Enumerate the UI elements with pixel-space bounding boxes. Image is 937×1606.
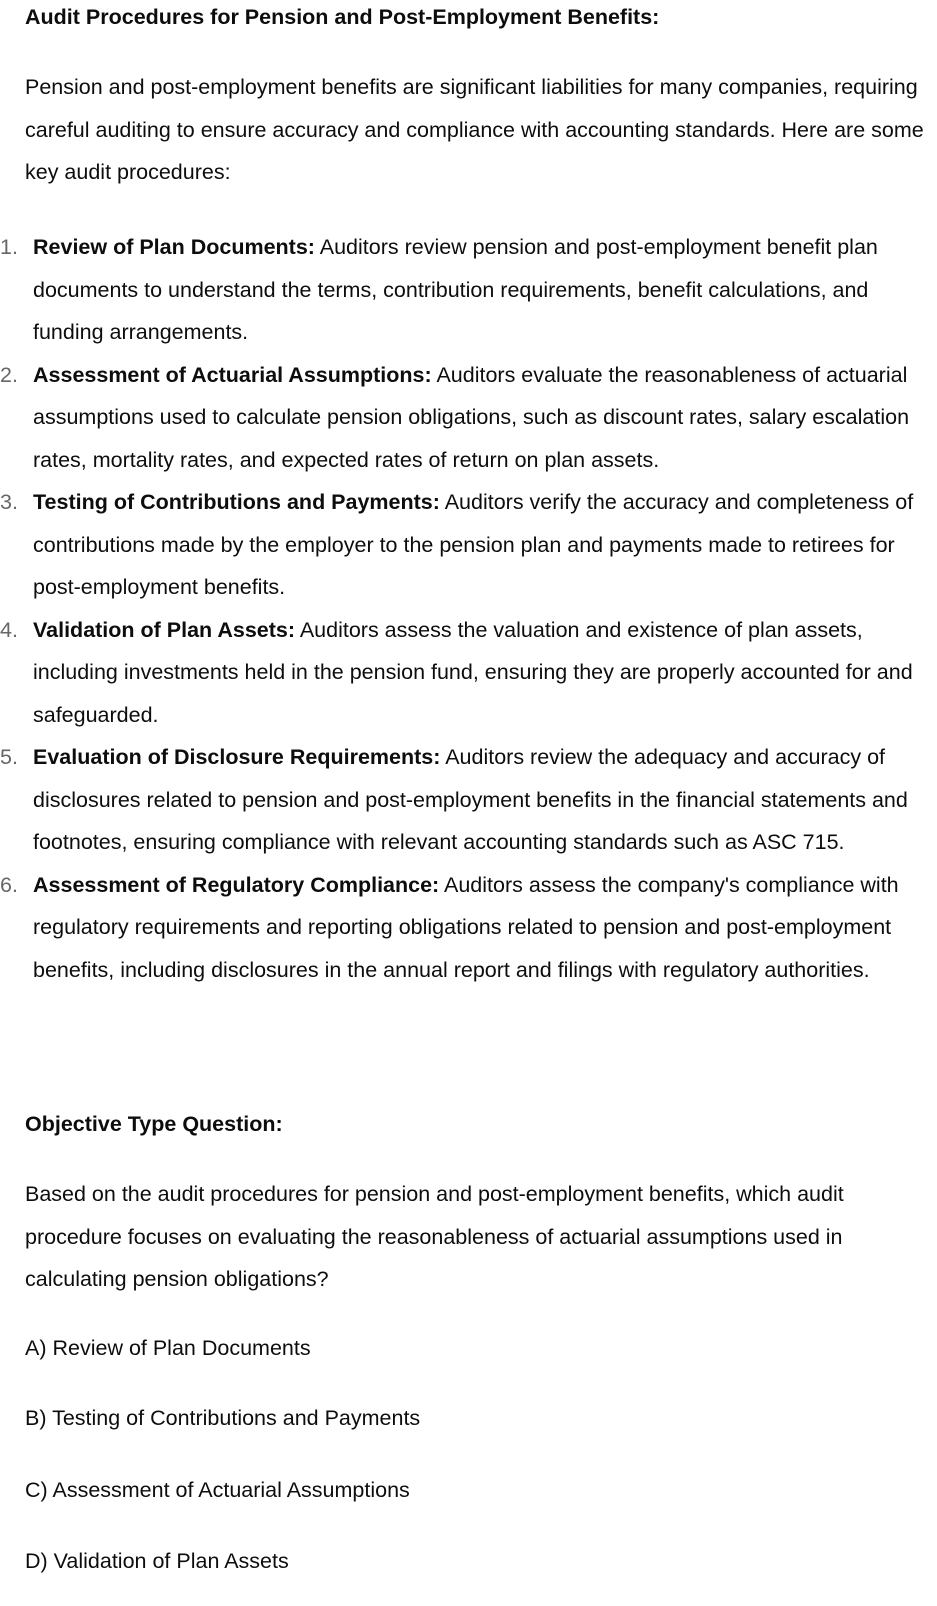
procedure-item (0, 609, 937, 737)
procedure-text: Auditors verify the accuracy and completeness of contributions made by the employer to the pension plan and payments made to retirees for post-employment benefits. (33, 490, 914, 599)
list-number: 1. (0, 235, 18, 259)
procedure-term: Assessment of Actuarial Assumptions: (33, 362, 432, 387)
procedure-term: Review of Plan Documents: (33, 235, 315, 259)
procedure-text: Auditors review pension and post-employment benefit plan documents to understand the terms, contribution requirements, benefit calculations, and funding arrangements. (33, 235, 878, 344)
procedure-item (0, 736, 937, 864)
procedures-list (0, 226, 937, 991)
list-number: 6. (0, 872, 18, 897)
procedure-text: Auditors evaluate the reasonableness of actuarial assumptions used to calculate pension obligations, such as discount rates, salary escalation rates, mortality rates, and expected rates of return on plan assets. (33, 362, 910, 472)
option-a: A) Review of Plan Documents (25, 1336, 311, 1360)
document-heading: Audit Procedures for Pension and Post-Employment Benefits: (25, 5, 660, 29)
procedure-text: Auditors assess the valuation and existence of plan assets, including investments held in the pension fund, ensuring they are properly accounted for and safeguarded. (33, 617, 913, 727)
procedure-text: Auditors assess the company's compliance with regulatory requirements and reporting obligations related to pension and post-employment benefits, including disclosures in the annual report and filings with regulatory authorities. (33, 872, 899, 982)
procedure-term: Testing of Contributions and Payments: (33, 490, 440, 514)
question-heading: Objective Type Question: (25, 1112, 283, 1136)
procedure-term: Evaluation of Disclosure Requirements: (33, 745, 441, 769)
procedure-term: Assessment of Regulatory Compliance: (33, 872, 440, 897)
option-b: B) Testing of Contributions and Payments (25, 1406, 421, 1430)
intro-paragraph: Pension and post-employment benefits are significant liabilities for many companies, requiring careful auditing to ensure accuracy and compliance with accounting standards. Here are some key audit procedures: (25, 75, 924, 184)
list-number: 5. (0, 745, 18, 769)
procedure-item (0, 354, 937, 482)
option-d: D) Validation of Plan Assets (25, 1549, 289, 1573)
question-text: Based on the audit procedures for pension and post-employment benefits, which audit procedure focuses on evaluating the reasonableness of actuarial assumptions used in calculating pension obligations? (25, 1182, 844, 1291)
list-number: 3. (0, 490, 18, 514)
procedure-term: Validation of Plan Assets: (33, 617, 296, 642)
procedure-text: Auditors review the adequacy and accuracy of disclosures related to pension and post-employment benefits in the financial statements and footnotes, ensuring compliance with relevant accounting standards such as ASC 715. (33, 745, 908, 854)
procedure-item (0, 481, 937, 609)
procedure-item (0, 864, 937, 992)
list-number: 2. (0, 362, 18, 387)
option-c: C) Assessment of Actuarial Assumptions (25, 1478, 410, 1502)
list-number: 4. (0, 617, 18, 642)
procedure-item (0, 226, 937, 354)
